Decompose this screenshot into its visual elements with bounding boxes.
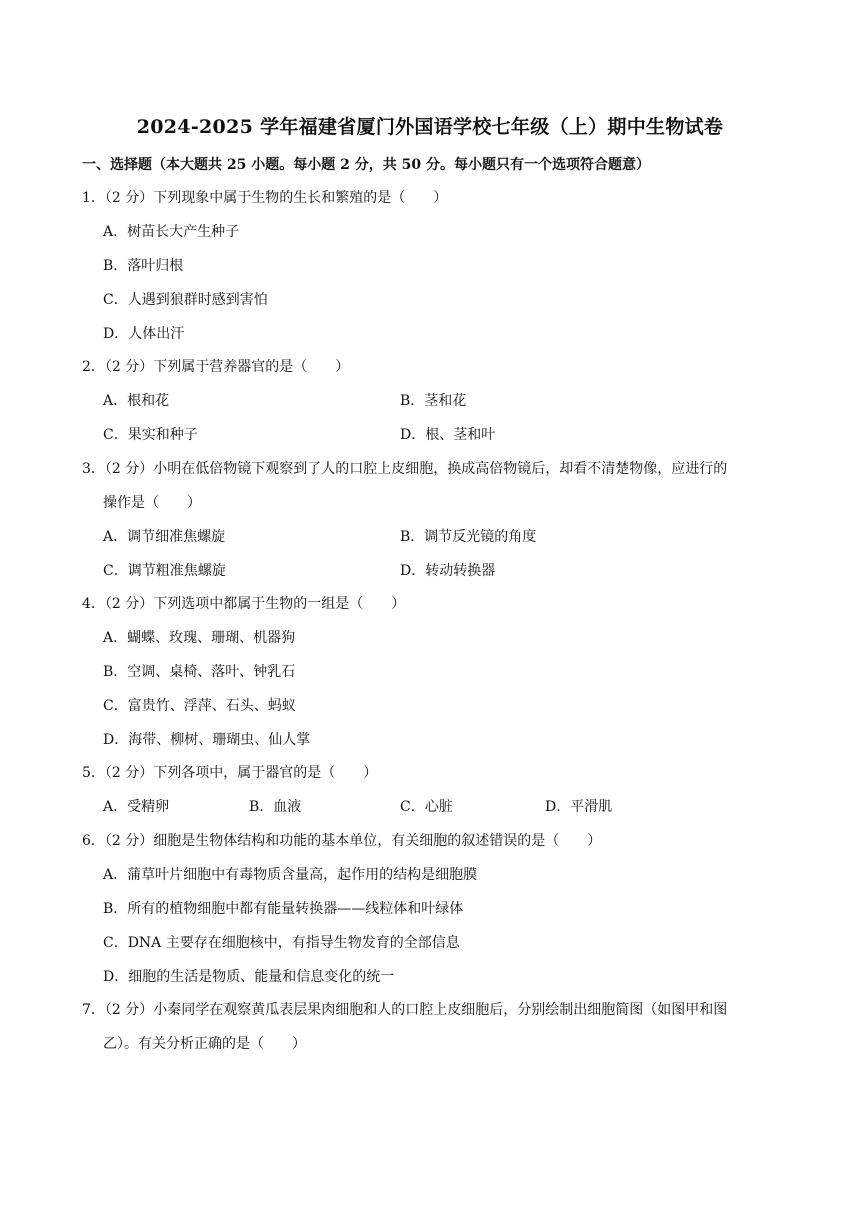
question-1-option-c: C．人遇到狼群时感到害怕	[103, 292, 268, 308]
question-2-option-d: D．根、茎和叶	[400, 427, 496, 443]
question-1-stem: 1．（2 分）下列现象中属于生物的生长和繁殖的是（ ）	[82, 190, 448, 206]
question-2-option-c: C．果实和种子	[103, 427, 198, 443]
section-heading: 一、选择题（本大题共 25 小题。每小题 2 分，共 50 分。每小题只有一个选项符合题意）	[82, 157, 650, 173]
question-4-stem: 4．（2 分）下列选项中都属于生物的一组是（ ）	[82, 596, 406, 612]
question-4-option-c: C．富贵竹、浮萍、石头、蚂蚁	[103, 698, 296, 714]
question-6-option-a: A．蒲草叶片细胞中有毒物质含量高，起作用的结构是细胞膜	[103, 867, 478, 883]
question-5-option-a: A．受精卵	[103, 799, 170, 815]
question-5-stem: 5．（2 分）下列各项中，属于器官的是（ ）	[82, 765, 378, 781]
question-3-option-c: C．调节粗准焦螺旋	[103, 563, 226, 579]
question-7-stem: 7．（2 分）小秦同学在观察黄瓜表层果肉细胞和人的口腔上皮细胞后，分别绘制出细胞简图（如图甲和图	[82, 1002, 728, 1018]
question-1-option-d: D．人体出汗	[103, 326, 185, 342]
question-4-option-b: B．空调、桌椅、落叶、钟乳石	[103, 664, 296, 680]
question-2-option-b: B．茎和花	[400, 393, 467, 409]
question-3-option-d: D．转动转换器	[400, 563, 496, 579]
question-3-stem-continued: 操作是（ ）	[103, 495, 201, 511]
question-5-option-b: B．血液	[249, 799, 302, 815]
question-6-stem: 6．（2 分）细胞是生物体结构和功能的基本单位，有关细胞的叙述错误的是（ ）	[82, 833, 602, 849]
question-1-option-b: B．落叶归根	[103, 258, 184, 274]
question-5-option-d: D．平滑肌	[545, 799, 613, 815]
question-6-option-c: C．DNA 主要存在细胞核中，有指导生物发育的全部信息	[103, 935, 460, 951]
question-7-stem-continued: 乙）。有关分析正确的是（ ）	[103, 1036, 306, 1052]
question-1-option-a: A．树苗长大产生种子	[103, 224, 240, 240]
page-title: 2024-2025 学年福建省厦门外国语学校七年级（上）期中生物试卷	[136, 116, 724, 138]
question-4-option-d: D．海带、柳树、珊瑚虫、仙人掌	[103, 732, 311, 748]
question-2-stem: 2．（2 分）下列属于营养器官的是（ ）	[82, 359, 350, 375]
question-6-option-d: D．细胞的生活是物质、能量和信息变化的统一	[103, 969, 395, 985]
question-3-option-b: B．调节反光镜的角度	[400, 529, 537, 545]
question-6-option-b: B．所有的植物细胞中都有能量转换器——线粒体和叶绿体	[103, 901, 464, 917]
question-2-option-a: A．根和花	[103, 393, 170, 409]
question-4-option-a: A．蝴蝶、玫瑰、珊瑚、机器狗	[103, 630, 296, 646]
question-3-option-a: A．调节细准焦螺旋	[103, 529, 226, 545]
question-3-stem: 3．（2 分）小明在低倍物镜下观察到了人的口腔上皮细胞，换成高倍物镜后，却看不清楚物像，应进行的	[82, 461, 728, 477]
question-5-option-c: C．心脏	[400, 799, 453, 815]
